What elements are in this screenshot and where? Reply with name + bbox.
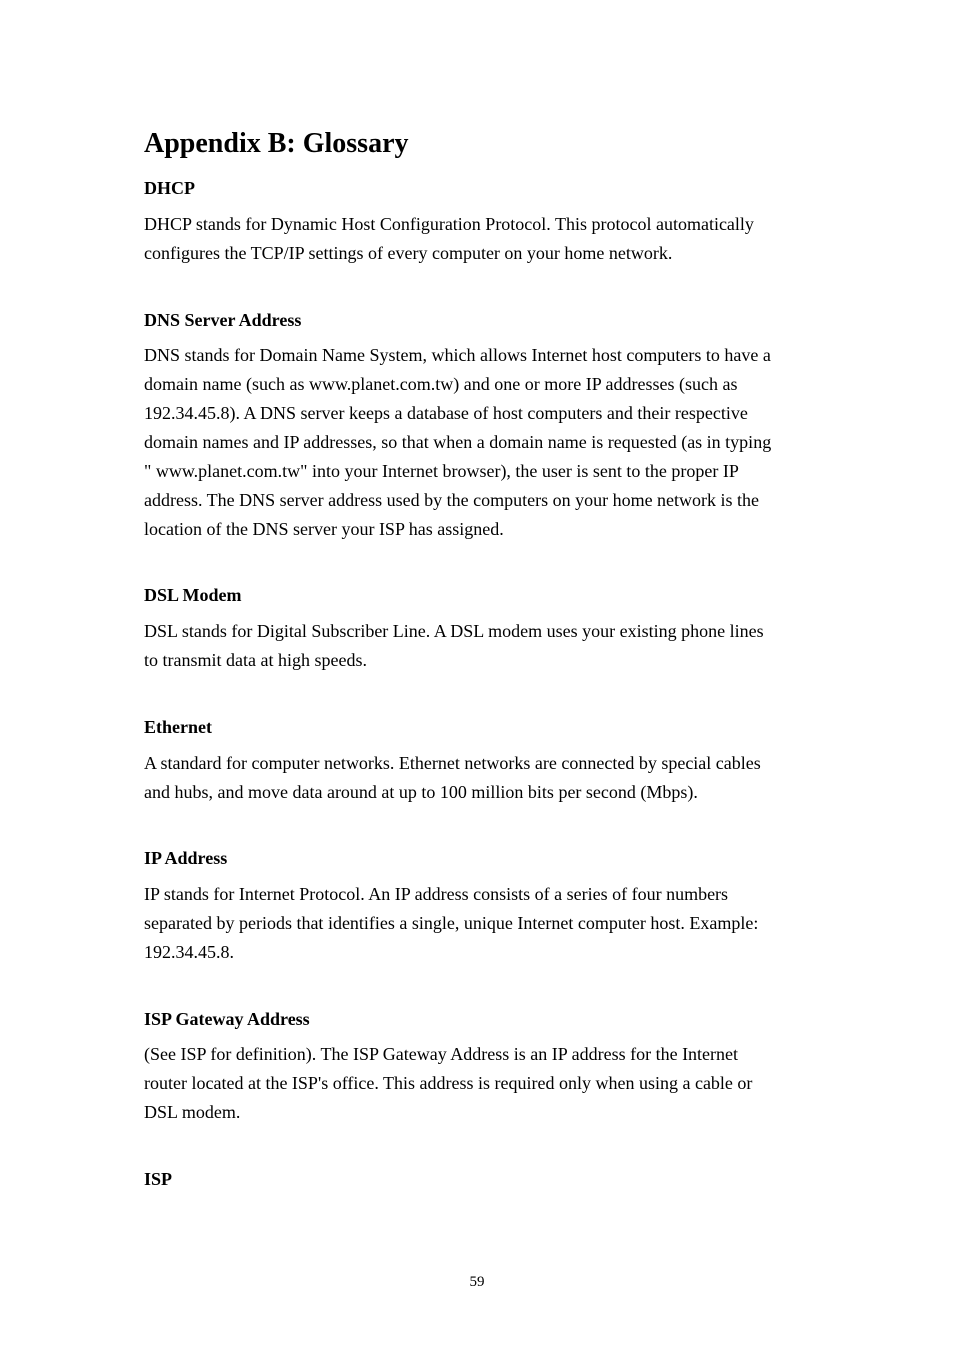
definition-line: configures the TCP/IP settings of every computer on your home network. [144,243,673,263]
definition-dhcp [144,210,816,268]
definition-line: DHCP stands for Dynamic Host Configuration Protocol. This protocol automatically [144,214,754,234]
definition-line: A standard for computer networks. Ethernet networks are connected by special cables [144,753,761,773]
definition-line: to transmit data at high speeds. [144,650,367,670]
definition-line: domain name (such as www.planet.com.tw) and one or more IP addresses (such as [144,374,738,394]
definition-line: DSL modem. [144,1102,241,1122]
definition-line: IP stands for Internet Protocol. An IP address consists of a series of four numbers [144,884,729,904]
definition-line: DNS stands for Domain Name System, which allows Internet host computers to have a [144,345,771,365]
term-isp: ISP [144,1169,173,1189]
term-dsl-modem: DSL Modem [144,585,242,605]
definition-line: domain names and IP addresses, so that when a domain name is requested (as in typing [144,432,772,452]
definition-line: 192.34.45.8). A DNS server keeps a database of host computers and their respective [144,403,748,423]
definition-line: (See ISP for definition). The ISP Gateway Address is an IP address for the Internet [144,1044,739,1064]
definition-line: 192.34.45.8. [144,942,234,962]
definition-dns-server-address [144,341,816,544]
definition-ethernet [144,749,816,807]
definition-line: separated by periods that identifies a single, unique Internet computer host. Example: [144,913,759,933]
term-dhcp: DHCP [144,178,195,198]
definition-line: DSL stands for Digital Subscriber Line. A DSL modem uses your existing phone lines [144,621,764,641]
definition-line: " www.planet.com.tw" into your Internet browser), the user is sent to the proper IP [144,461,739,481]
term-ip-address: IP Address [144,848,228,868]
term-dns-server-address: DNS Server Address [144,310,302,330]
page-title: Appendix B: Glossary [144,128,409,159]
term-isp-gateway-address: ISP Gateway Address [144,1009,310,1029]
definition-line: location of the DNS server your ISP has assigned. [144,519,504,539]
term-ethernet: Ethernet [144,717,212,737]
definition-dsl-modem [144,617,816,675]
definition-ip-address [144,880,816,967]
definition-line: and hubs, and move data around at up to 100 million bits per second (Mbps). [144,782,698,802]
definition-line: router located at the ISP's office. This address is required only when using a cable or [144,1073,753,1093]
page-number: 59 [469,1274,485,1290]
definition-line: address. The DNS server address used by the computers on your home network is the [144,490,760,510]
definition-isp-gateway-address [144,1040,816,1127]
